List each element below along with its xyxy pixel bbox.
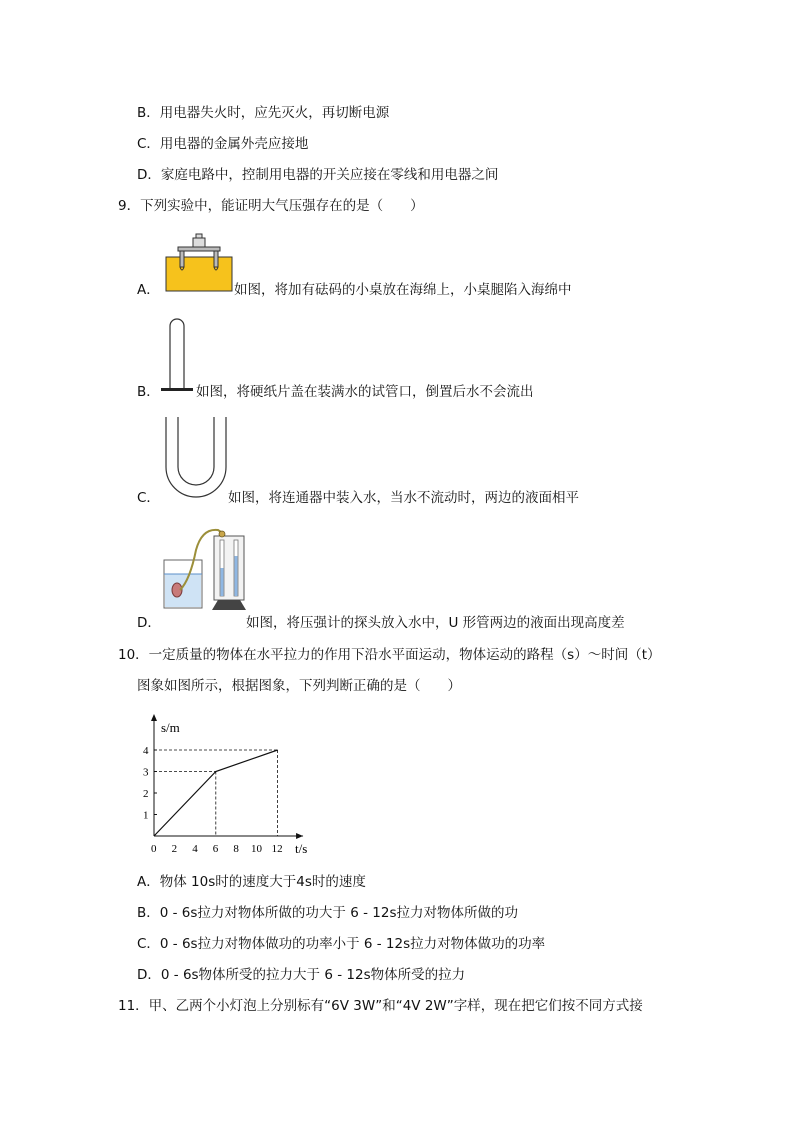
q10-option-c: C．0 - 6s拉力对物体做功的功率小于 6 - 12s拉力对物体做功的功率: [137, 936, 546, 952]
q10-stem-line1: 10．一定质量的物体在水平拉力的作用下沿水平面运动，物体运动的路程（s）～时间（t）: [118, 647, 661, 663]
q8-option-c: C．用电器的金属外壳应接地: [137, 136, 309, 152]
inverted-test-tube-figure: [160, 316, 194, 396]
q9-option-c-letter: C．: [137, 490, 160, 506]
table-on-sponge-figure: [164, 233, 234, 293]
x-tick-label: 8: [233, 843, 239, 855]
x-tick-label: 10: [251, 843, 262, 855]
q9-option-b-letter: B．: [137, 384, 160, 400]
q10-option-b: B．0 - 6s拉力对物体所做的功大于 6 - 12s拉力对物体所做的功: [137, 905, 518, 921]
q10-option-d: D．0 - 6s物体所受的拉力大于 6 - 12s物体所受的拉力: [137, 967, 466, 983]
q8-option-d: D．家庭电路中，控制用电器的开关应接在零线和用电器之间: [137, 167, 499, 183]
y-tick-label: 3: [143, 766, 149, 779]
q9-option-a-letter: A．: [137, 282, 160, 298]
q10-stem-line2: 图象如图所示，根据图象，下列判断正确的是（ ）: [137, 678, 461, 694]
q9-option-a-text: 如图，将加有砝码的小桌放在海绵上，小桌腿陷入海绵中: [234, 282, 572, 298]
x-axis-arrow: [296, 833, 303, 839]
u-tube-vessel-figure: [163, 417, 229, 499]
q9-option-d-letter: D．: [137, 615, 161, 631]
x-tick-label: 0: [151, 843, 157, 855]
x-tick-label: 4: [192, 843, 198, 855]
y-axis-label: s/m: [161, 720, 180, 735]
y-tick-label: 4: [143, 745, 149, 757]
pressure-gauge-figure: [160, 520, 248, 616]
q9-option-b-text: 如图，将硬纸片盖在装满水的试管口，倒置后水不会流出: [196, 384, 534, 400]
q8-option-b: B．用电器失火时，应先灭火，再切断电源: [137, 105, 390, 121]
q9-stem: 9．下列实验中，能证明大气压强存在的是（ ）: [118, 198, 424, 214]
distance-time-chart: [135, 708, 335, 858]
x-tick-label: 12: [271, 843, 283, 855]
x-tick-label: 2: [171, 843, 178, 855]
x-tick-label: 6: [212, 843, 219, 855]
y-axis-arrow: [151, 714, 157, 721]
q9-option-c-text: 如图，将连通器中装入水，当水不流动时，两边的液面相平: [228, 490, 579, 506]
x-axis-label: t/s: [295, 841, 308, 856]
q11-stem: 11．甲、乙两个小灯泡上分别标有“6V 3W”和“4V 2W”字样，现在把它们按不同方式接: [118, 998, 643, 1014]
y-tick-label: 1: [143, 809, 149, 822]
q9-option-d-text: 如图，将压强计的探头放入水中，U 形管两边的液面出现高度差: [246, 615, 625, 631]
q10-option-a: A．物体 10s时的速度大于4s时的速度: [137, 874, 366, 890]
y-tick-label: 2: [143, 788, 149, 800]
